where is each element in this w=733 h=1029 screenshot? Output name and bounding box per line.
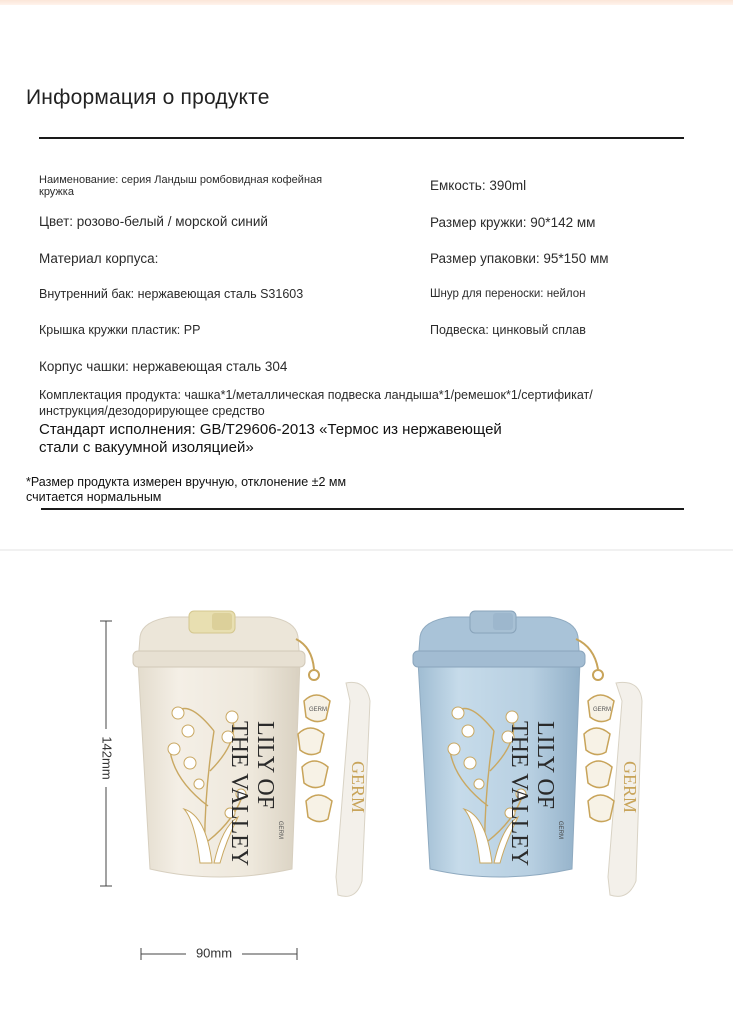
spec-mug-size: Размер кружки: 90*142 мм bbox=[430, 215, 596, 230]
spec-cord: Шнур для переноски: нейлон bbox=[430, 288, 586, 300]
spec-standard-line1: Стандарт исполнения: GB/T29606-2013 «Термос из нержавеющей bbox=[39, 421, 502, 438]
height-label: 142mm bbox=[99, 736, 115, 780]
section-title: Информация о продукте bbox=[26, 86, 270, 109]
cream-cup-brand: GERM bbox=[277, 821, 283, 839]
spec-cup-body: Корпус чашки: нержавеющая сталь 304 bbox=[39, 359, 288, 374]
spec-capacity: Емкость: 390ml bbox=[430, 178, 527, 193]
cream-strap-label: GERM bbox=[348, 761, 368, 814]
spec-color: Цвет: розово-белый / морской синий bbox=[39, 214, 268, 229]
spec-name-line2: кружка bbox=[39, 186, 74, 198]
width-label: 90mm bbox=[195, 945, 233, 961]
note-line1: *Размер продукта измерен вручную, отклонение ±2 мм bbox=[26, 475, 347, 489]
product-illustration bbox=[0, 551, 733, 1024]
cream-cup-text-line1: LILY OF bbox=[252, 721, 278, 810]
blue-charm bbox=[576, 639, 642, 896]
bottom-divider bbox=[41, 508, 684, 510]
measurement-note bbox=[26, 475, 346, 505]
note-line2: считается нормальным bbox=[26, 490, 162, 504]
blue-cup bbox=[413, 611, 585, 877]
cream-cup-text-line2: THE VALLEY bbox=[226, 721, 252, 867]
spec-body-material: Материал корпуса: bbox=[39, 251, 159, 266]
blue-strap-label: GERM bbox=[620, 761, 640, 814]
top-divider bbox=[39, 137, 684, 139]
spec-package-size: Размер упаковки: 95*150 мм bbox=[430, 251, 609, 266]
spec-standard bbox=[39, 421, 502, 457]
spec-inner-tank: Внутренний бак: нержавеющая сталь S31603 bbox=[39, 287, 304, 301]
spec-name bbox=[39, 174, 322, 198]
blue-cup-text-line1: LILY OF bbox=[532, 721, 558, 810]
spec-lid: Крышка кружки пластик: PP bbox=[39, 323, 201, 337]
spec-pendant: Подвеска: цинковый сплав bbox=[430, 323, 586, 337]
cream-charm-label: GERM bbox=[309, 707, 327, 713]
spec-standard-line2: стали с вакуумной изоляцией» bbox=[39, 439, 254, 456]
product-image-area bbox=[0, 551, 733, 1024]
blue-charm-label: GERM bbox=[593, 707, 611, 713]
cream-cup bbox=[133, 611, 305, 877]
top-accent-bar bbox=[0, 0, 733, 5]
spec-package-contents bbox=[39, 387, 593, 419]
cream-charm bbox=[296, 639, 370, 896]
blue-cup-text-line2: THE VALLEY bbox=[506, 721, 532, 867]
spec-name-line1: Наименование: серия Ландыш ромбовидная кофейная bbox=[39, 174, 323, 186]
spec-package-line2: инструкция/дезодорирующее средство bbox=[39, 404, 265, 418]
spec-package-line1: Комплектация продукта: чашка*1/металлическая подвеска ландыша*1/ремешок*1/сертификат/ bbox=[39, 388, 593, 402]
blue-cup-brand: GERM bbox=[557, 821, 563, 839]
